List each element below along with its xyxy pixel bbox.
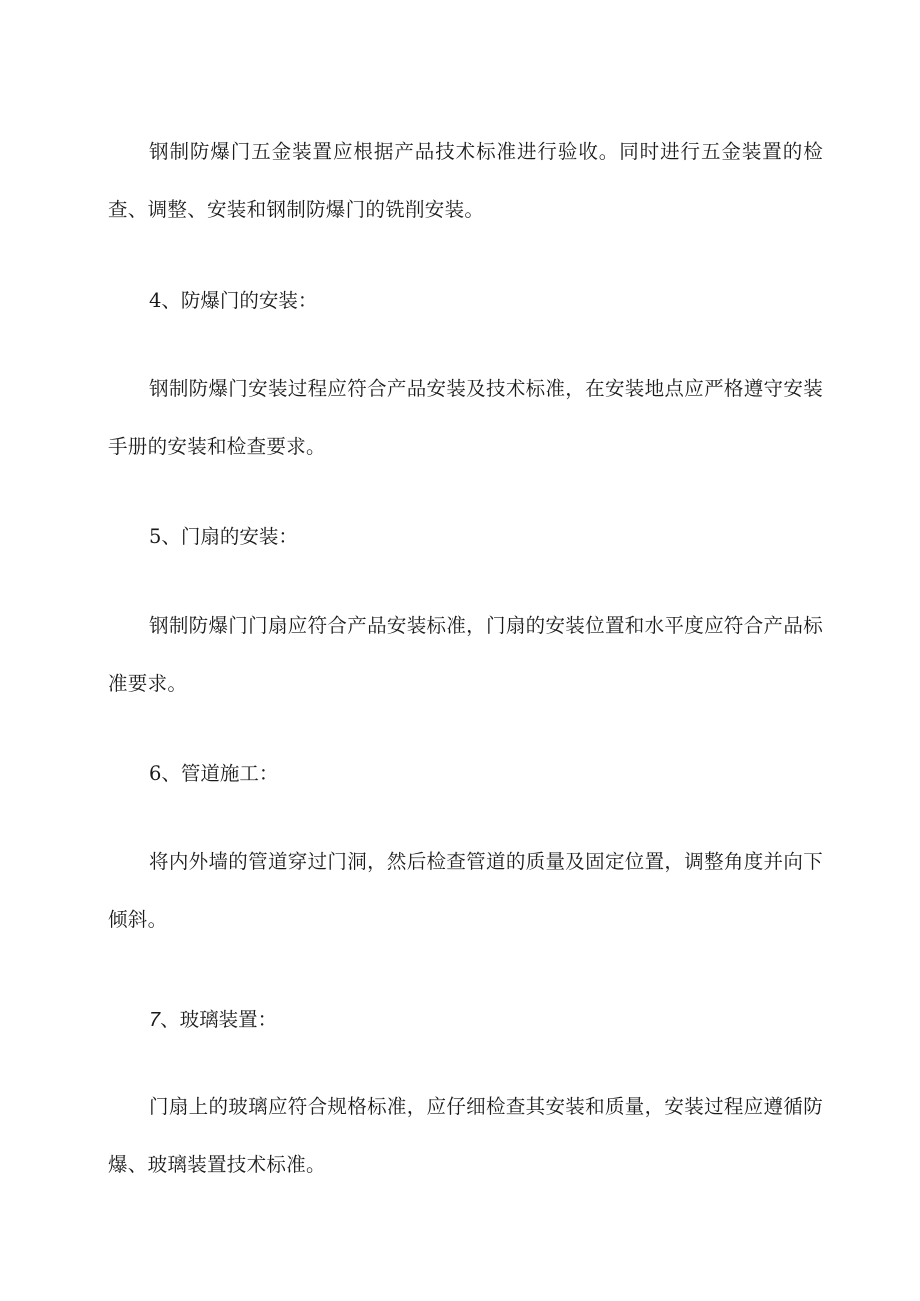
heading-text: 、管道施工： <box>161 762 279 785</box>
heading-number: 4 <box>149 289 162 312</box>
paragraph-glass-installation: 门扇上的玻璃应符合规格标准，应仔细检查其安装和质量，安装过程应遵循防爆、玻璃装置技术标准。 <box>108 1095 823 1176</box>
heading-section-4 <box>149 272 317 330</box>
heading-number: 7 <box>149 1009 161 1031</box>
paragraph-pipe-construction: 将内外墙的管道穿过门洞，然后检查管道的质量及固定位置，调整角度并向下倾斜。 <box>108 850 823 931</box>
heading-number: 6 <box>149 762 162 785</box>
heading-section-7 <box>149 991 277 1049</box>
heading-text: 、门扇的安装： <box>161 525 298 548</box>
heading-number: 5 <box>149 525 162 548</box>
heading-section-5 <box>149 508 298 566</box>
paragraph-hardware-inspection: 钢制防爆门五金装置应根据产品技术标准进行验收。同时进行五金装置的检查、调整、安装和钢制防爆门的铣削安装。 <box>108 140 823 221</box>
paragraph-door-installation: 钢制防爆门安装过程应符合产品安装及技术标准，在安装地点应严格遵守安装手册的安装和检查要求。 <box>108 377 823 458</box>
heading-section-6 <box>149 745 278 803</box>
heading-text: 、玻璃装置： <box>160 1008 278 1031</box>
paragraph-door-leaf-installation: 钢制防爆门门扇应符合产品安装标准，门扇的安装位置和水平度应符合产品标准要求。 <box>108 614 823 695</box>
heading-text: 、防爆门的安装： <box>161 289 318 312</box>
